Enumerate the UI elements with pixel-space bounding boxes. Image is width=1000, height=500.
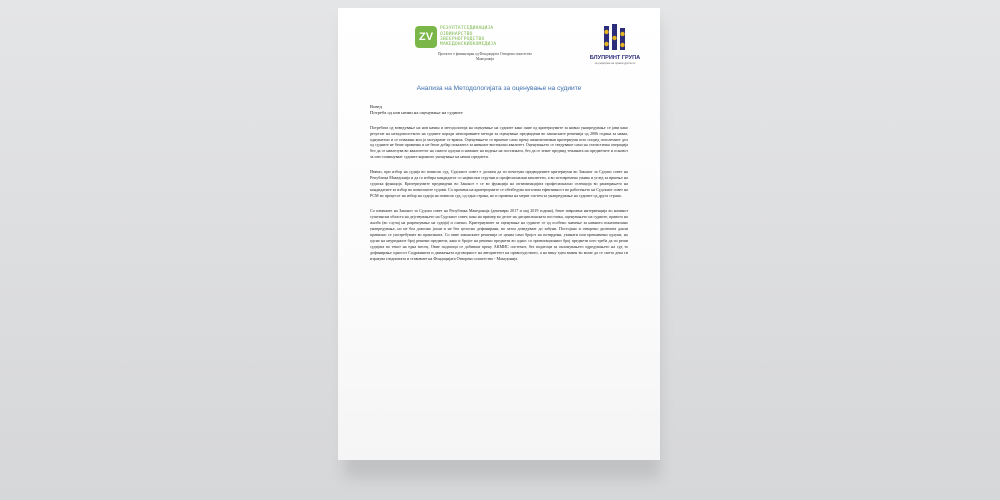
logo-header <box>370 18 641 78</box>
blueprint-logo <box>589 24 641 65</box>
blueprint-logo-tagline: за реформа на правосудството <box>594 61 636 65</box>
association-logo-icon: ZV <box>415 26 437 48</box>
blueprint-logo-name: БЛУПРИНТ ГРУПА <box>589 55 641 61</box>
document-page <box>338 8 660 460</box>
blueprint-logo-icon <box>602 24 628 54</box>
section-subheading: Потреба од нов начин на оценување на судиите <box>370 109 463 115</box>
funding-caption: Проектот е финансиран од Фондацијата Отворено општество Македонија <box>437 52 533 61</box>
paragraph-1: Потребата од воведување на нов начин и методологија на оценување на судиите како оние од критериумите за нивно унапредување се јави како резултат на незадоволството на судиите поради неисправните методи за оценување предвидени во законските решенија од 2006 година за наваа, однуватено и се поважни кои ја могуараме се враша. Оценувањето се вршеше само преку квантитативни критериуми што според поголемиот дел од судиите не беше правично и не беше добар показател за нивниот вистински квалитет. Оценувањето се сведуваше само на статистичка операција без да се навлезува во квалитетот на самото одлуки и начинот на водење на постапката, без да се земат предвид тежината на предметите и основот за што поминуваат судиите коранито укинување на некои предмети. <box>370 124 628 160</box>
section-heading <box>370 104 628 116</box>
association-logo <box>415 26 520 48</box>
document-title: Анализа на Методологијата за оценување на судиите <box>416 85 582 92</box>
association-logo-text: РЕЗУЛТАТСЕДИНАЦИЈА ОЈВИНАРСТВО ЗВЕЕРНОГРОДСТВО МАКЕДОНСКИОКОМЕДИЈА <box>440 26 497 48</box>
intro-label: Вовед <box>370 104 382 109</box>
paragraph-2: Имено, при избор на судија во повисок суд, Судскиот совет е должен да ги почитува предвидените критериуми во Законот за Судски совет на Република Македонија и да го избира кандидатот со највисоки стручни и професионални квалитети, а во истовремено ужива и углед за вршење на судиска функција. Критериумите предвидени во Законот т се во функција на оптимизацијата професионално селекција во рангирањето на кандидатите за избор во повисоките судови. Со промена на критериумите се обезбедува поголема ефективност во работењето на Судскиот совет на РСМ во процесот на избор на судија на повисок суд, од една страна, но и промена на мерит систем за унапредување на судиите од друга страна. <box>370 169 628 199</box>
paragraph-3: Со измените на Законот за Судски совет на Република Македонија (декември 2017 и мај 2019 година), беше извршена интервенција во начинот суштински областа на дејствувањето на Судскиот совет, како на пример во делот на дисциплинската постапка, оценувањето на судиите, правото на жалба (во случај на разрешување на судија) и слично. Критериумите за оценување на судиите се од особено значење за нивното понатамошно унапредување, но не беа доволно јасни и не беа целосно дефинирани, во затоа доведуваат до забуни. Постојано и отворено дилемата даали правилно се употребуваат во практиката. Со овие законските решенија се цениа само бројот на потврдени, укинати или преиначени одлуки, но одсне на неуредниот број решени предмети, како и бројот на решени предмети во однос со ориентациониот број предмети што треба да ги реши судијата во текот на една месец. Овие податоци се добиваат преку АКМИС системот, без податоци за оклонувањето одредувањето на суд то дефинирање односот Содржинита и движењата одговорност на авторитетот на правосудството, а на вину еден важен во моме да се смета дека ги изразува гледиштата и ставовите на Фондацијата Отворено општество - Македонија. <box>370 208 628 261</box>
